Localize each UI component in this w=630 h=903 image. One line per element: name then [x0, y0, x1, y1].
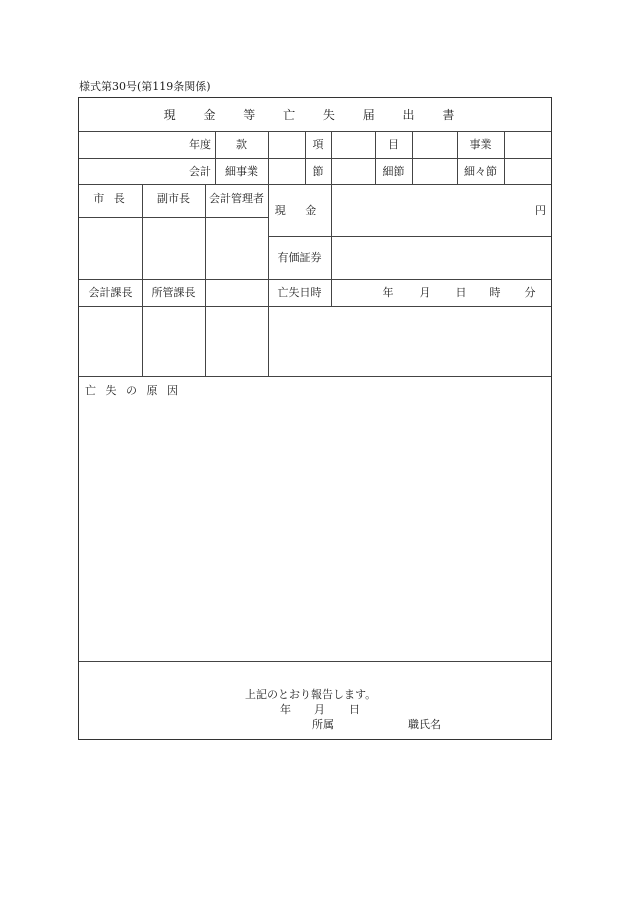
rule-budget-col8 — [504, 131, 505, 184]
label-saisetsu: 細節 — [382, 164, 405, 178]
label-saisaisetsu: 細々節 — [464, 164, 497, 178]
footer-year: 年 — [280, 703, 291, 716]
label-dt-day: 日 — [455, 286, 467, 299]
footer-month: 月 — [314, 703, 325, 716]
label-dt-year: 年 — [382, 286, 394, 299]
stamp-box-accounting-manager[interactable] — [206, 218, 267, 278]
stamp-box-accounting-chief[interactable] — [80, 307, 141, 375]
label-loss-datetime: 亡失日時 — [277, 286, 322, 299]
label-kou: 項 — [312, 138, 324, 151]
label-yen-unit: 円 — [535, 203, 546, 217]
label-deputy-mayor: 副市長 — [157, 191, 190, 205]
field-securities[interactable] — [332, 237, 550, 278]
field-cause[interactable] — [80, 400, 550, 660]
label-cause: 亡 失 の 原 因 — [85, 384, 181, 397]
label-kan: 款 — [236, 138, 247, 151]
label-accounting-manager: 会計管理者 — [209, 191, 264, 205]
label-dt-month: 月 — [419, 286, 431, 299]
form-number: 様式第30号(第119条関係) — [79, 80, 211, 93]
rule-budget-col2 — [268, 131, 269, 184]
label-setsu: 節 — [312, 164, 324, 178]
rule-budget-col6 — [412, 131, 413, 184]
label-moku: 目 — [388, 138, 399, 151]
label-fiscal-year: 年度 — [189, 138, 211, 151]
stamp-box-mayor[interactable] — [80, 218, 141, 278]
label-section-chief: 所管課長 — [151, 286, 196, 299]
loss-report-form — [78, 97, 552, 740]
stamp-box-extra[interactable] — [206, 307, 267, 375]
label-jigyou: 事業 — [469, 138, 492, 151]
footer-affiliation: 所属 — [312, 718, 334, 731]
stamp-box-deputy-mayor[interactable] — [143, 218, 204, 278]
label-dt-minute: 分 — [524, 286, 536, 299]
label-mayor: 市 長 — [93, 191, 128, 205]
rule-approval-boxes-bottom — [79, 376, 551, 377]
form-title: 現 金 等 亡 失 届 出 書 — [163, 107, 467, 122]
rule-budget-col4 — [331, 131, 332, 184]
label-cash: 現 金 — [274, 203, 325, 217]
label-sai-jigyou: 細事業 — [225, 164, 258, 178]
label-kaikei: 会計 — [189, 164, 211, 178]
stamp-box-section-chief[interactable] — [143, 307, 204, 375]
footer-statement: 上記のとおり報告します。 — [245, 688, 377, 701]
footer-name: 職氏名 — [408, 718, 441, 731]
label-dt-hour: 時 — [489, 286, 501, 299]
label-securities: 有価証券 — [277, 251, 322, 264]
rule-cause-bottom — [79, 661, 551, 662]
label-accounting-chief: 会計課長 — [88, 286, 133, 299]
footer-day: 日 — [349, 703, 360, 716]
field-loss-details[interactable] — [269, 307, 550, 375]
